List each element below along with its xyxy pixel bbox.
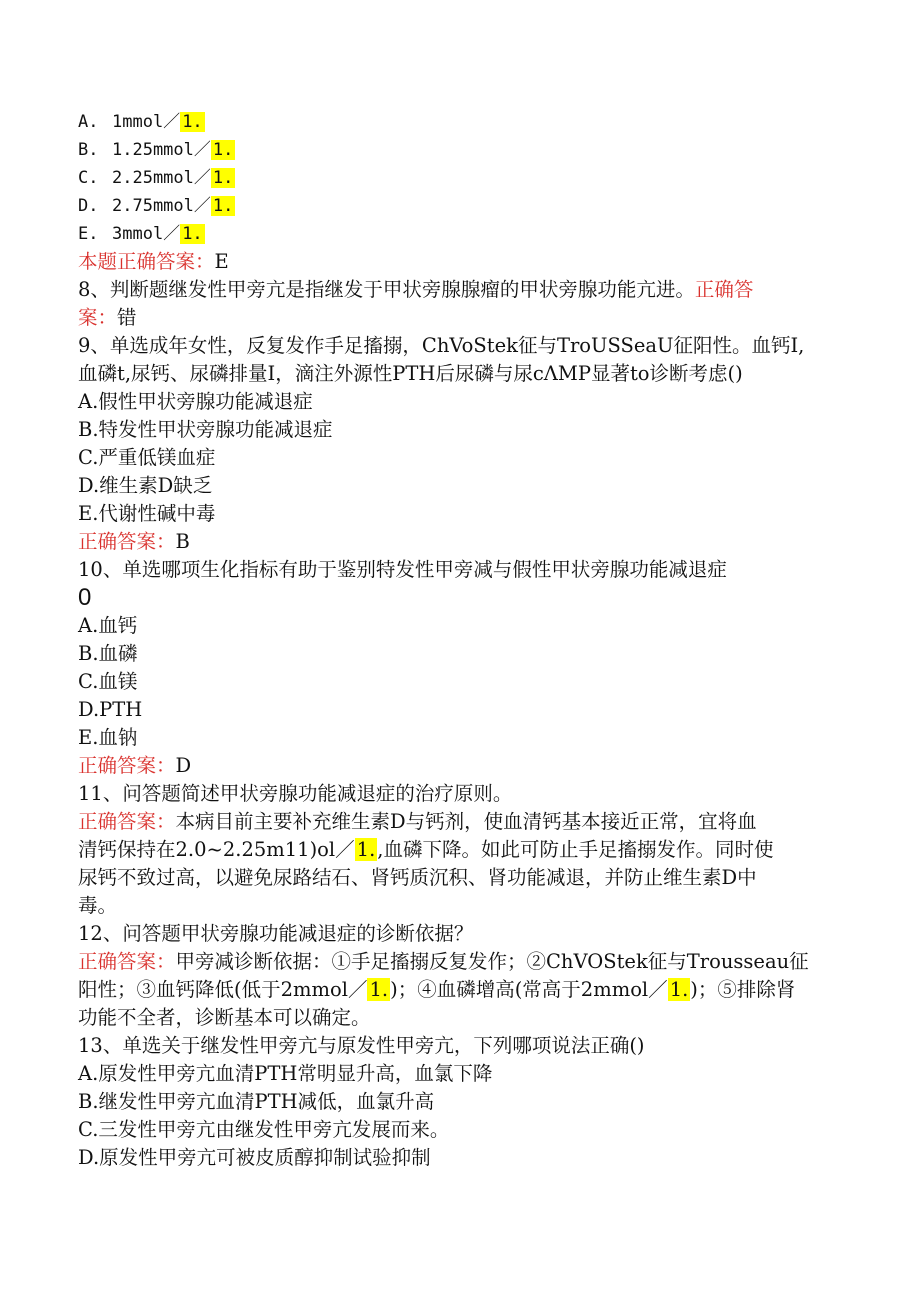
option-c	[78, 164, 848, 192]
answer-text: )；④血磷增高(常高于2mmol／	[390, 978, 668, 1001]
question-8	[78, 276, 848, 304]
answer-label: 正确答	[694, 278, 754, 301]
highlight: 1.	[356, 838, 376, 861]
option-c: C.血镁	[78, 670, 138, 693]
answer-label: 正确答案：	[78, 754, 176, 777]
option-d	[78, 192, 848, 220]
answer-text: 本病目前主要补充维生素D与钙剂，使血清钙基本接近正常，宜将血	[175, 810, 757, 833]
option-value: 3mmol／	[112, 224, 181, 244]
option-e: E.代谢性碱中毒	[78, 502, 216, 525]
document-page	[78, 108, 848, 1172]
answer-label: 本题正确答案：	[78, 250, 215, 273]
option-b	[78, 136, 848, 164]
answer-q11-line-4: 毒。	[78, 894, 118, 917]
option-a: A.假性甲状旁腺功能减退症	[78, 390, 313, 413]
option-c: C.严重低镁血症	[78, 446, 216, 469]
answer-q8	[78, 304, 848, 332]
answer-value: B	[175, 530, 190, 553]
option-b: B.特发性甲状旁腺功能减退症	[78, 418, 333, 441]
answer-q10	[78, 752, 848, 780]
option-value: 2.25mmol／	[112, 168, 211, 188]
option-a	[78, 108, 848, 136]
question-text: 8、判断题继发性甲旁亢是指继发于甲状旁腺腺瘤的甲状旁腺功能亢进。	[78, 278, 695, 301]
option-e: E.血钠	[78, 726, 138, 749]
question-9-line-1: 9、单选成年女性，反复发作手足搐搦，ChVoStek征与TroUSSeaU征阳性。血钙I,	[78, 334, 805, 357]
answer-q12-line-1	[78, 948, 848, 976]
highlight: 1.	[369, 978, 389, 1001]
answer-text: 清钙保持在2.0~2.25m11)ol／	[78, 838, 355, 861]
answer-q12-line-2	[78, 976, 848, 1004]
answer-q11-line-1	[78, 808, 848, 836]
option-e	[78, 220, 848, 248]
highlight: 1.	[212, 140, 234, 160]
question-13: 13、单选关于继发性甲旁亢与原发性甲旁亢，下列哪项说法正确()	[78, 1034, 645, 1057]
option-letter: A.	[78, 112, 99, 132]
option-b: B.血磷	[78, 642, 138, 665]
answer-q12-line-3: 功能不全者，诊断基本可以确定。	[78, 1006, 371, 1029]
option-value: 2.75mmol／	[112, 196, 211, 216]
question-9-line-2: 血磷t,尿钙、尿磷排量I，滴注外源性PTH后尿磷与尿cΛMP显著to诊断考虑()	[78, 362, 743, 385]
option-letter: D.	[78, 196, 99, 216]
answer-value: D	[175, 754, 192, 777]
answer-value: E	[214, 250, 229, 273]
answer-label: 正确答案：	[78, 530, 176, 553]
answer-text: 阳性；③血钙降低(低于2mmol／	[78, 978, 368, 1001]
answer-q9	[78, 528, 848, 556]
answer-value: 错	[117, 306, 137, 329]
answer-text: )；⑤排除肾	[690, 978, 796, 1001]
question-10-line-1: 10、单选哪项生化指标有助于鉴别特发性甲旁减与假性甲状旁腺功能减退症	[78, 558, 727, 581]
answer-label: 正确答案：	[78, 810, 176, 833]
answer-text: 甲旁减诊断依据：①手足搐搦反复发作；②ChVOStek征与Trousseau征	[175, 950, 809, 973]
option-b: B.继发性甲旁亢血清PTH减低，血氯升高	[78, 1090, 435, 1113]
question-11: 11、问答题简述甲状旁腺功能减退症的治疗原则。	[78, 782, 513, 805]
option-a: A.血钙	[78, 614, 138, 637]
highlight: 1.	[212, 168, 234, 188]
highlight: 1.	[182, 224, 203, 244]
option-letter: C.	[78, 168, 99, 188]
answer-q11-line-3: 尿钙不致过高，以避免尿路结石、肾钙质沉积、肾功能减退，并防止维生素D中	[78, 866, 757, 889]
highlight: 1.	[669, 978, 689, 1001]
answer-q11-line-2	[78, 836, 848, 864]
highlight: 1.	[212, 196, 234, 216]
option-letter: E.	[78, 224, 99, 244]
option-value: 1mmol／	[112, 112, 181, 132]
answer-label: 案：	[78, 306, 118, 329]
option-letter: B.	[78, 140, 99, 160]
question-12: 12、问答题甲状旁腺功能减退症的诊断依据？	[78, 922, 474, 945]
option-d: D.原发性甲旁亢可被皮质醇抑制试验抑制	[78, 1146, 431, 1169]
option-c: C.三发性甲旁亢由继发性甲旁亢发展而来。	[78, 1118, 450, 1141]
option-a: A.原发性甲旁亢血清PTH常明显升高，血氯下降	[78, 1062, 493, 1085]
option-d: D.维生素D缺乏	[78, 474, 213, 497]
highlight: 1.	[182, 112, 203, 132]
option-d: D.PTH	[78, 698, 143, 721]
option-value: 1.25mmol／	[112, 140, 211, 160]
question-10-line-2: 0	[78, 584, 92, 611]
answer-label: 正确答案：	[78, 950, 176, 973]
answer-text: ,血磷下降。如此可防止手足搐搦发作。同时使	[377, 838, 774, 861]
answer-q7	[78, 248, 848, 276]
